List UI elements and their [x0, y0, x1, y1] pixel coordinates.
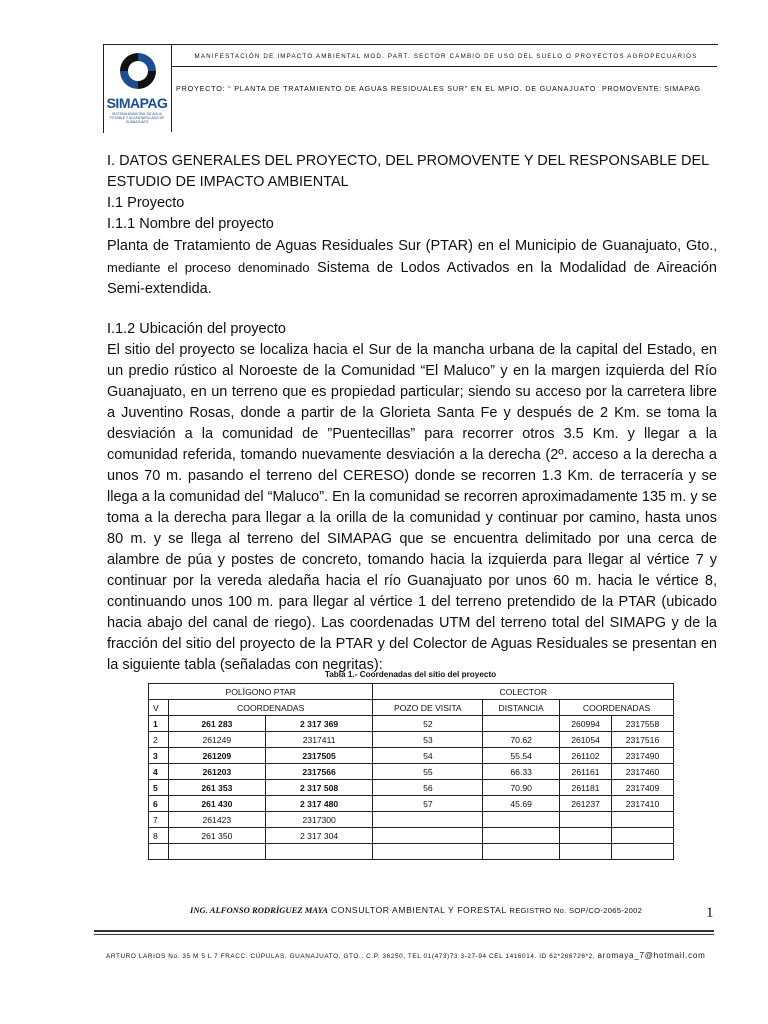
cell-vertex: 1 — [149, 716, 169, 732]
cell-y: 2317300 — [265, 812, 373, 828]
table-row — [149, 748, 674, 764]
header-distancia: DISTANCIA — [483, 700, 560, 716]
cell-pozo — [373, 844, 483, 860]
cell-colector-y — [612, 844, 674, 860]
header-v: V — [149, 700, 169, 716]
header-poligono: POLÍGONO PTAR — [149, 684, 373, 700]
footer-address — [106, 951, 706, 960]
table-row — [149, 844, 674, 860]
cell-distancia: 70.62 — [483, 732, 560, 748]
cell-distancia: 55.54 — [483, 748, 560, 764]
table-row — [149, 780, 674, 796]
cell-colector-x: 261102 — [560, 748, 612, 764]
cell-distancia: 45.69 — [483, 796, 560, 812]
header-pozo: POZO DE VISITA — [373, 700, 483, 716]
cell-y: 2317566 — [265, 764, 373, 780]
table-row — [149, 812, 674, 828]
cell-pozo: 53 — [373, 732, 483, 748]
cell-x: 261423 — [168, 812, 265, 828]
cell-colector-y: 2317516 — [612, 732, 674, 748]
project-name-c: Sistema de Lodos Activados en la Modalidad de Aireación Semi-extendida. — [107, 260, 717, 297]
location-paragraph: El sitio del proyecto se localiza hacia el Sur de la mancha urbana de la capital del Estado, en un predio rústico al Noroeste de la Comunidad “El Maluco” y en la margen izquierda del Río Guanajuato, en un terreno que es propiedad particular; siendo su acceso por la carretera libre a Juventino Rosas, donde a partir de la Glorieta Santa Fe y después de 2 Km. se toma la desviación a la comunidad de ”Puentecillas” para recorrer otros 3.5 Km. y llegar a la comunidad referida, tomando nuevamente desviación a la derecha (2º. acceso a la derecha a unos 70 m. pasando el terreno del CERESO) donde se recorren 1.3 Km. de terracería y se llega a la comunidad del “Maluco”. En la comunidad se recorren aproximadamente 135 m. y se toma a la derecha para llegar a la orilla de la comunidad y continuar por camino, hasta unos 80 m. y se llega al terreno del SIMAPAG que se encuentra delimitado por una cerca de alambre de púa y postes de concreto, tomando hacia la izquierda para llegar al vértice 7 y continuar por la vereda aledaña hacia el río Guanajuato por unos 60 m. hacia le vértice 8, continuando unos 100 m. para llegar al vértice 1 del terreno pretendido de la PTAR (ubicado hacia abajo del canal de riego). Las coordenadas UTM del terreno total del SIMAPG y de la fracción del sitio del proyecto de la PTAR y del Colector de Aguas Residuales se presentan en la siguiente tabla (señaladas con negritas): — [107, 342, 717, 673]
header-coordenadas: COORDENADAS — [168, 700, 373, 716]
footer-consultant-line — [190, 905, 642, 915]
cell-pozo: 54 — [373, 748, 483, 764]
section-heading-1-1-1: I.1.1 Nombre del proyecto — [107, 216, 274, 232]
cell-vertex: 5 — [149, 780, 169, 796]
cell-colector-x — [560, 812, 612, 828]
logo-wordmark: SIMAPAG — [106, 95, 168, 111]
project-name-b: , mediante el proceso denominado — [107, 238, 717, 275]
section-heading-1-1: I.1 Proyecto — [107, 195, 185, 211]
cell-colector-y: 2317490 — [612, 748, 674, 764]
cell-distancia: 66.33 — [483, 764, 560, 780]
page-number: 1 — [706, 905, 714, 921]
cell-colector-y: 2317410 — [612, 796, 674, 812]
cell-colector-y — [612, 828, 674, 844]
address-text: ARTURO LARIOS No. 35 M 5 L 7 FRACC. CÚPULAS, GUANAJUATO, GTO., C.P. 36250, TEL 01(473)73 3-27-94 CEL 1416014. ID 62*266726*2, — [106, 953, 598, 960]
cell-vertex: 4 — [149, 764, 169, 780]
header-document-title: MANIFESTACIÓN DE IMPACTO AMBIENTAL MOD. PART. SECTOR CAMBIO DE USO DEL SUELO O PROYECTOS AGROPECUARIOS — [194, 53, 698, 60]
cell-vertex: 8 — [149, 828, 169, 844]
cell-pozo: 56 — [373, 780, 483, 796]
section-heading-1: I. DATOS GENERALES DEL PROYECTO, DEL PROMOVENTE Y DEL RESPONSABLE DEL ESTUDIO DE IMPACTO AMBIENTAL — [107, 153, 709, 190]
cell-colector-y — [612, 812, 674, 828]
cell-y: 2 317 508 — [265, 780, 373, 796]
cell-colector-x: 261054 — [560, 732, 612, 748]
cell-x: 261 350 — [168, 828, 265, 844]
footer-rule-thin — [94, 934, 714, 935]
header-coordenadas-colector: COORDENADAS — [560, 700, 674, 716]
signature: ING. ALFONSO RODRÍGUEZ MAYA — [190, 905, 328, 915]
simapag-logo-icon — [113, 50, 163, 92]
cell-pozo — [373, 812, 483, 828]
cell-pozo — [373, 828, 483, 844]
table-row — [149, 796, 674, 812]
cell-y: 2 317 480 — [265, 796, 373, 812]
table-row — [149, 828, 674, 844]
project-name-paragraph — [107, 235, 717, 300]
cell-y: 2317411 — [265, 732, 373, 748]
cell-pozo: 57 — [373, 796, 483, 812]
email-text: aromaya_7@hotmail.com — [597, 951, 706, 960]
cell-y — [265, 844, 373, 860]
registry-number: REGISTRO No. SOP/CO-2065-2002 — [509, 906, 643, 915]
cell-colector-x — [560, 844, 612, 860]
cell-x: 261203 — [168, 764, 265, 780]
table-row — [149, 764, 674, 780]
cell-colector-x: 260994 — [560, 716, 612, 732]
cell-vertex: 7 — [149, 812, 169, 828]
header-colector: COLECTOR — [373, 684, 674, 700]
cell-x: 261 283 — [168, 716, 265, 732]
table-row — [149, 732, 674, 748]
cell-distancia — [483, 716, 560, 732]
cell-colector-y: 2317460 — [612, 764, 674, 780]
consultant-title: CONSULTOR AMBIENTAL Y FORESTAL — [328, 905, 510, 915]
cell-colector-y: 2317409 — [612, 780, 674, 796]
cell-x — [168, 844, 265, 860]
coordinates-table — [148, 683, 674, 860]
table-row — [149, 716, 674, 732]
cell-x: 261 353 — [168, 780, 265, 796]
logo-subtitle: SISTEMA MUNICIPAL DE AGUA POTABLE Y ALCANTARILLADO DE GUANAJUATO — [109, 112, 165, 124]
cell-colector-x: 261181 — [560, 780, 612, 796]
table-body — [149, 716, 674, 860]
cell-colector-x: 261161 — [560, 764, 612, 780]
cell-y: 2317505 — [265, 748, 373, 764]
cell-distancia — [483, 828, 560, 844]
cell-distancia — [483, 812, 560, 828]
header-promovente: PROMOVENTE: SIMAPAG — [602, 84, 701, 93]
cell-vertex: 6 — [149, 796, 169, 812]
cell-vertex: 3 — [149, 748, 169, 764]
cell-y: 2 317 369 — [265, 716, 373, 732]
cell-distancia: 70.90 — [483, 780, 560, 796]
project-name-a: Planta de Tratamiento de Aguas Residuales Sur (PTAR) en el Municipio de Guanajuato, Gto. — [107, 238, 714, 254]
cell-pozo: 55 — [373, 764, 483, 780]
cell-x: 261209 — [168, 748, 265, 764]
cell-y: 2 317 304 — [265, 828, 373, 844]
table-header-row — [149, 684, 674, 700]
cell-x: 261249 — [168, 732, 265, 748]
section-heading-1-1-2: I.1.2 Ubicación del proyecto — [107, 321, 286, 337]
header-project: PROYECTO: “ PLANTA DE TRATAMIENTO DE AGUAS RESIDUALES SUR” EN EL MPIO. DE GUANAJUATO — [176, 84, 597, 93]
cell-colector-x: 261237 — [560, 796, 612, 812]
cell-vertex — [149, 844, 169, 860]
cell-vertex: 2 — [149, 732, 169, 748]
cell-distancia — [483, 844, 560, 860]
table-subheader-row — [149, 700, 674, 716]
table-caption: Tabla 1.- Coordenadas del sitio del proyecto — [324, 670, 497, 679]
footer-rule — [94, 930, 714, 932]
cell-colector-x — [560, 828, 612, 844]
cell-x: 261 430 — [168, 796, 265, 812]
cell-pozo: 52 — [373, 716, 483, 732]
cell-colector-y: 2317558 — [612, 716, 674, 732]
